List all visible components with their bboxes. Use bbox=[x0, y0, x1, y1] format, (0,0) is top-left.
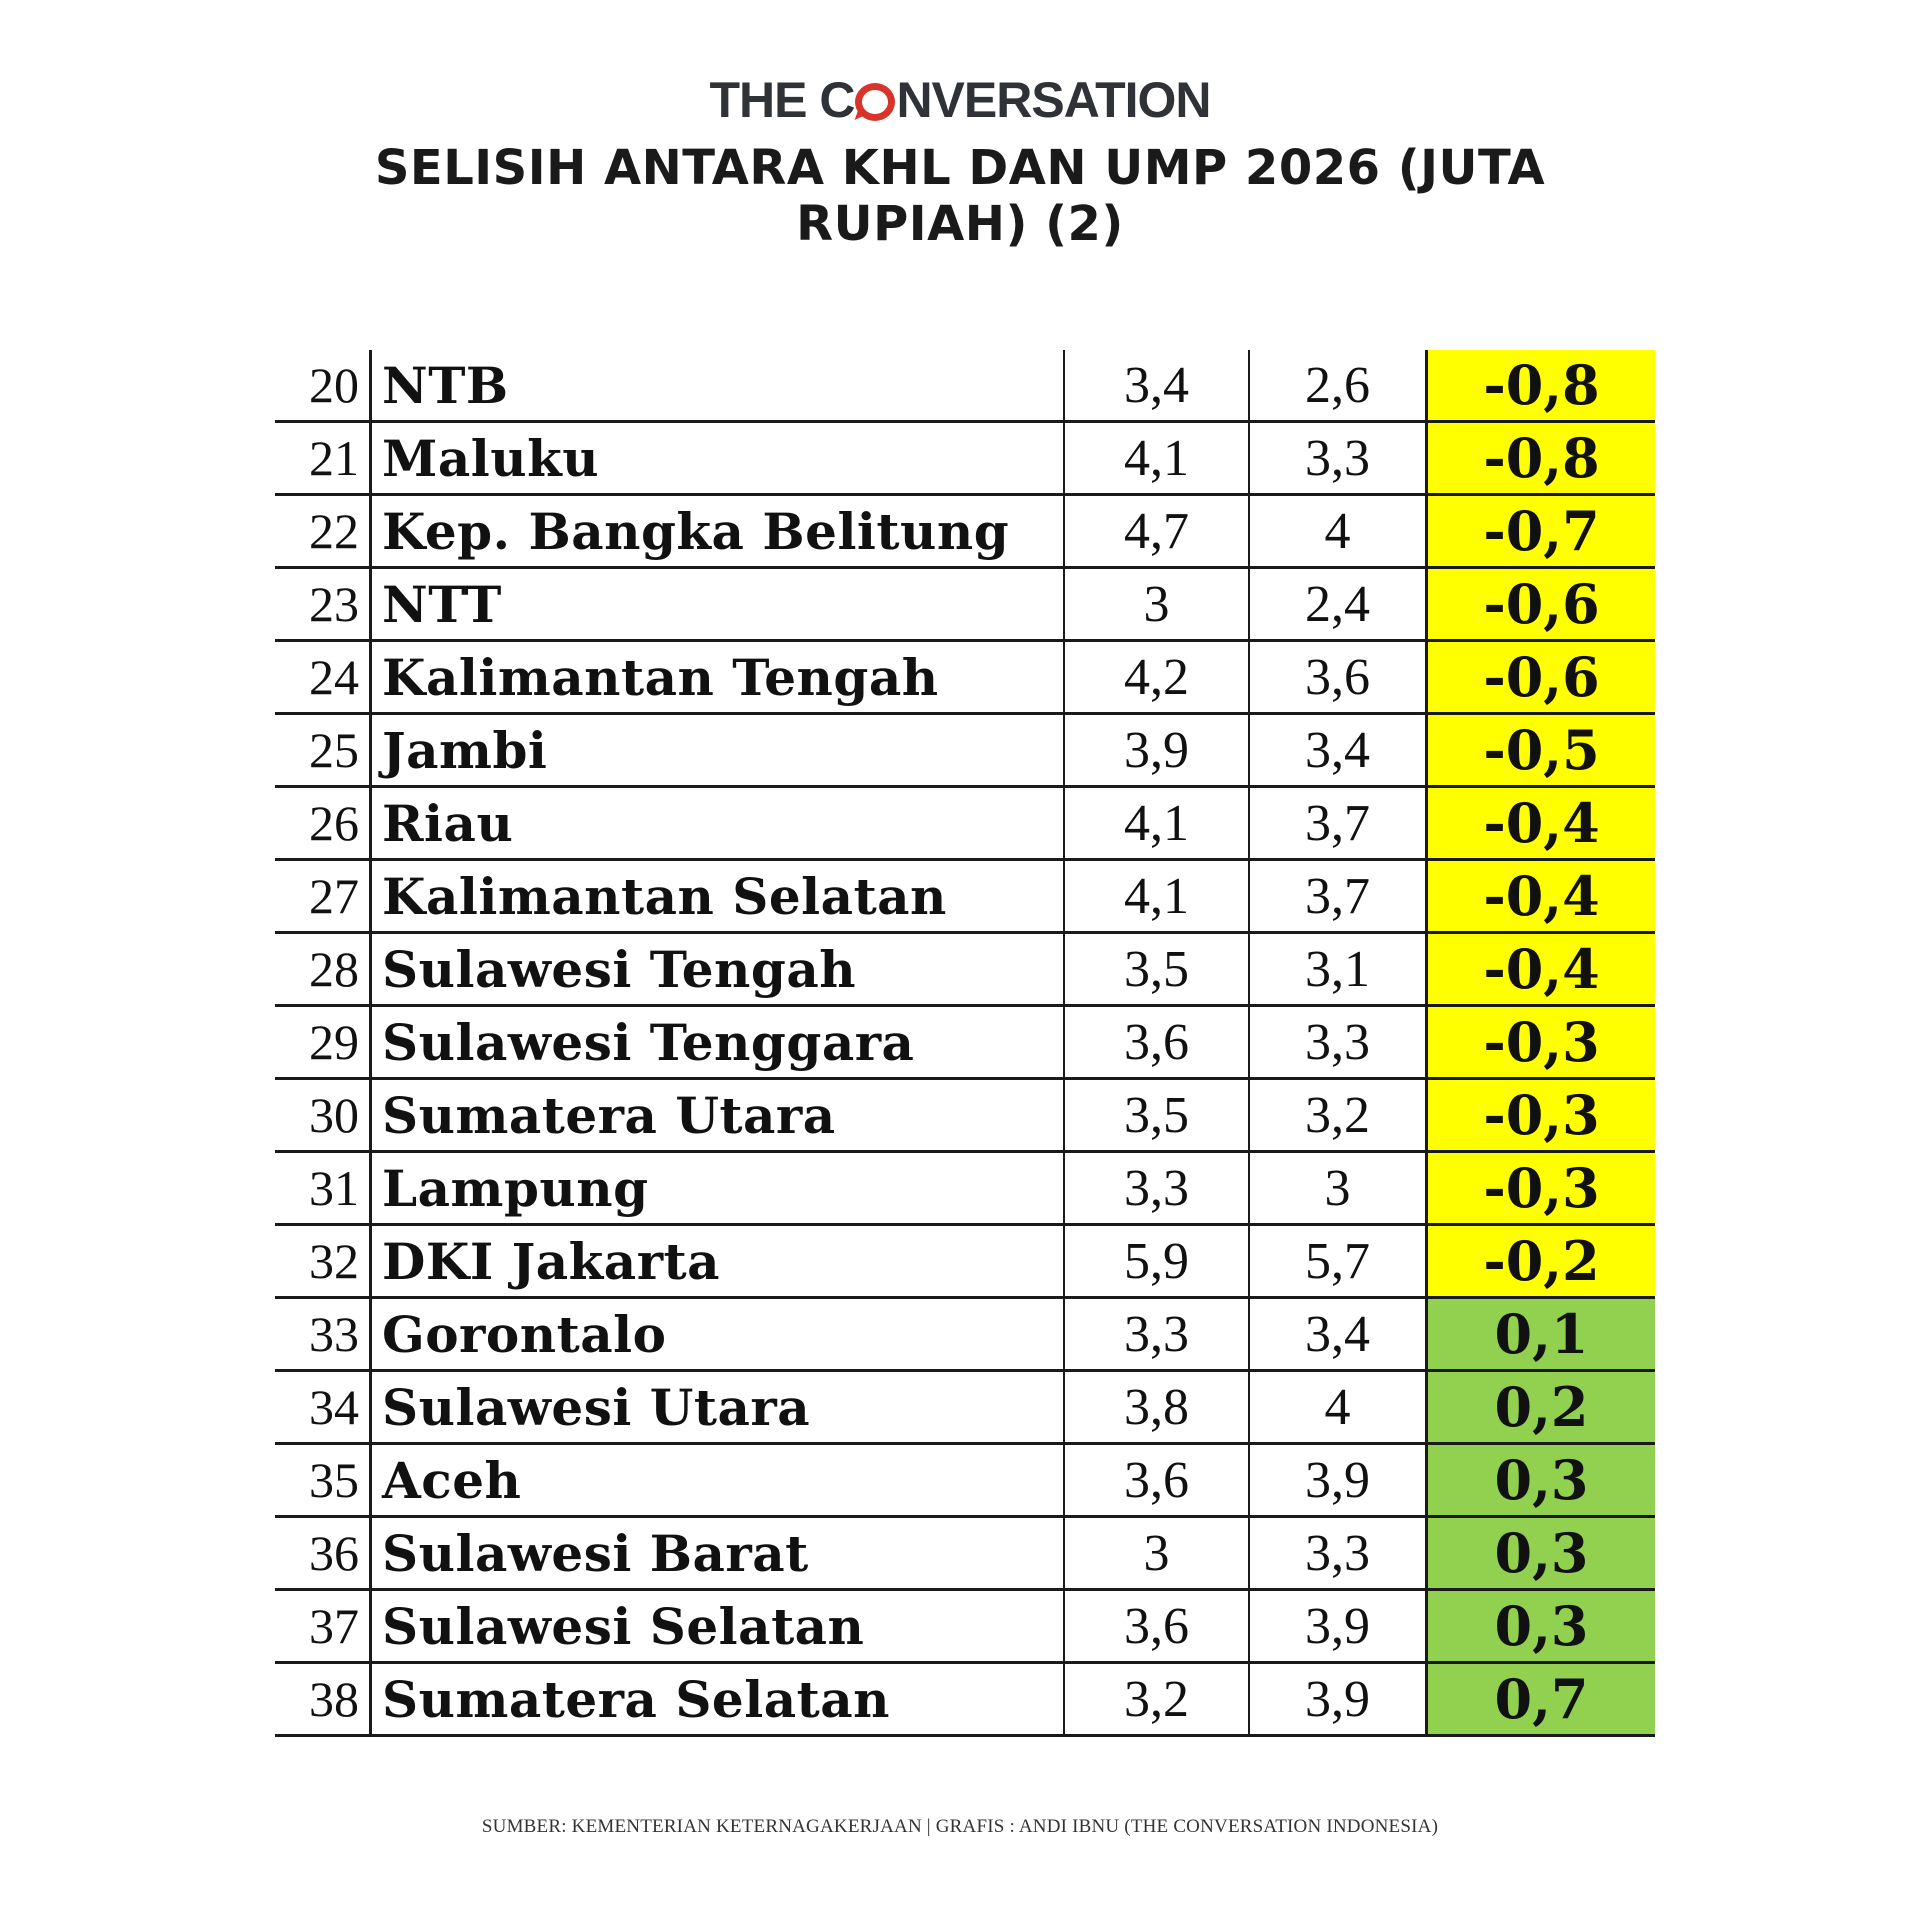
difference-value: -0,3 bbox=[1428, 1153, 1655, 1223]
row-number: 20 bbox=[275, 350, 372, 420]
province-name: Sumatera Selatan bbox=[372, 1664, 1065, 1734]
table-row bbox=[275, 642, 1655, 715]
khl-value: 4,1 bbox=[1065, 423, 1250, 493]
ump-value: 3,7 bbox=[1250, 861, 1428, 931]
logo-text-start: THE C bbox=[709, 72, 855, 128]
data-table bbox=[275, 350, 1655, 1737]
row-number: 29 bbox=[275, 1007, 372, 1077]
khl-value: 4,1 bbox=[1065, 861, 1250, 931]
row-number: 35 bbox=[275, 1445, 372, 1515]
row-number: 31 bbox=[275, 1153, 372, 1223]
table-row bbox=[275, 788, 1655, 861]
table-row bbox=[275, 496, 1655, 569]
province-name: Gorontalo bbox=[372, 1299, 1065, 1369]
row-number: 22 bbox=[275, 496, 372, 566]
difference-value: -0,3 bbox=[1428, 1007, 1655, 1077]
ump-value: 3,6 bbox=[1250, 642, 1428, 712]
difference-value: 0,7 bbox=[1428, 1664, 1655, 1734]
khl-value: 5,9 bbox=[1065, 1226, 1250, 1296]
khl-value: 3,8 bbox=[1065, 1372, 1250, 1442]
table-row bbox=[275, 1226, 1655, 1299]
ump-value: 3,3 bbox=[1250, 1007, 1428, 1077]
difference-value: -0,4 bbox=[1428, 788, 1655, 858]
province-name: NTB bbox=[372, 350, 1065, 420]
difference-value: 0,3 bbox=[1428, 1445, 1655, 1515]
the-conversation-logo bbox=[0, 72, 1920, 128]
row-number: 33 bbox=[275, 1299, 372, 1369]
khl-value: 3 bbox=[1065, 569, 1250, 639]
khl-value: 4,2 bbox=[1065, 642, 1250, 712]
page-title: SELISIH ANTARA KHL DAN UMP 2026 (JUTA RUPIAH) (2) bbox=[374, 140, 1546, 252]
table-row bbox=[275, 934, 1655, 1007]
province-name: Aceh bbox=[372, 1445, 1065, 1515]
row-number: 21 bbox=[275, 423, 372, 493]
province-name: Sulawesi Tengah bbox=[372, 934, 1065, 1004]
row-number: 30 bbox=[275, 1080, 372, 1150]
khl-value: 3,6 bbox=[1065, 1445, 1250, 1515]
province-name: Maluku bbox=[372, 423, 1065, 493]
row-number: 24 bbox=[275, 642, 372, 712]
khl-value: 3,4 bbox=[1065, 350, 1250, 420]
row-number: 36 bbox=[275, 1518, 372, 1588]
ump-value: 4 bbox=[1250, 1372, 1428, 1442]
province-name: Sulawesi Barat bbox=[372, 1518, 1065, 1588]
province-name: NTT bbox=[372, 569, 1065, 639]
difference-value: -0,6 bbox=[1428, 642, 1655, 712]
khl-value: 3,5 bbox=[1065, 934, 1250, 1004]
difference-value: -0,4 bbox=[1428, 861, 1655, 931]
ump-value: 3,3 bbox=[1250, 1518, 1428, 1588]
table-row bbox=[275, 1372, 1655, 1445]
province-name: Kalimantan Tengah bbox=[372, 642, 1065, 712]
province-name: Jambi bbox=[372, 715, 1065, 785]
difference-value: 0,1 bbox=[1428, 1299, 1655, 1369]
table-row bbox=[275, 1518, 1655, 1591]
khl-value: 3,5 bbox=[1065, 1080, 1250, 1150]
province-name: Kep. Bangka Belitung bbox=[372, 496, 1065, 566]
table-row bbox=[275, 715, 1655, 788]
table-row bbox=[275, 1153, 1655, 1226]
khl-value: 4,1 bbox=[1065, 788, 1250, 858]
ump-value: 3,9 bbox=[1250, 1591, 1428, 1661]
province-name: Kalimantan Selatan bbox=[372, 861, 1065, 931]
logo-text-end: NVERSATION bbox=[896, 72, 1211, 128]
khl-value: 3,6 bbox=[1065, 1007, 1250, 1077]
ump-value: 2,4 bbox=[1250, 569, 1428, 639]
difference-value: -0,4 bbox=[1428, 934, 1655, 1004]
row-number: 28 bbox=[275, 934, 372, 1004]
ump-value: 3,7 bbox=[1250, 788, 1428, 858]
ump-value: 3,9 bbox=[1250, 1664, 1428, 1734]
ump-value: 3,2 bbox=[1250, 1080, 1428, 1150]
difference-value: -0,6 bbox=[1428, 569, 1655, 639]
ump-value: 3,4 bbox=[1250, 715, 1428, 785]
ump-value: 3,3 bbox=[1250, 423, 1428, 493]
ump-value: 5,7 bbox=[1250, 1226, 1428, 1296]
difference-value: -0,2 bbox=[1428, 1226, 1655, 1296]
ump-value: 2,6 bbox=[1250, 350, 1428, 420]
khl-value: 3,6 bbox=[1065, 1591, 1250, 1661]
table-row bbox=[275, 1299, 1655, 1372]
table-row bbox=[275, 1664, 1655, 1737]
table-row bbox=[275, 1591, 1655, 1664]
table-row bbox=[275, 350, 1655, 423]
province-name: Sumatera Utara bbox=[372, 1080, 1065, 1150]
row-number: 27 bbox=[275, 861, 372, 931]
row-number: 23 bbox=[275, 569, 372, 639]
province-name: DKI Jakarta bbox=[372, 1226, 1065, 1296]
row-number: 38 bbox=[275, 1664, 372, 1734]
row-number: 25 bbox=[275, 715, 372, 785]
speech-bubble-o-icon bbox=[855, 83, 895, 121]
khl-value: 3,3 bbox=[1065, 1299, 1250, 1369]
khl-value: 3,2 bbox=[1065, 1664, 1250, 1734]
difference-value: 0,3 bbox=[1428, 1591, 1655, 1661]
row-number: 34 bbox=[275, 1372, 372, 1442]
difference-value: -0,8 bbox=[1428, 423, 1655, 493]
table-row bbox=[275, 423, 1655, 496]
difference-value: -0,7 bbox=[1428, 496, 1655, 566]
province-name: Riau bbox=[372, 788, 1065, 858]
row-number: 32 bbox=[275, 1226, 372, 1296]
source-credit: SUMBER: KEMENTERIAN KETERNAGAKERJAAN | GRAFIS : ANDI IBNU (THE CONVERSATION INDONESIA) bbox=[481, 1816, 1439, 1837]
table-row bbox=[275, 1445, 1655, 1518]
province-name: Sulawesi Utara bbox=[372, 1372, 1065, 1442]
difference-value: -0,3 bbox=[1428, 1080, 1655, 1150]
difference-value: -0,8 bbox=[1428, 350, 1655, 420]
province-name: Sulawesi Selatan bbox=[372, 1591, 1065, 1661]
row-number: 37 bbox=[275, 1591, 372, 1661]
table-row bbox=[275, 569, 1655, 642]
table-row bbox=[275, 1007, 1655, 1080]
ump-value: 3,4 bbox=[1250, 1299, 1428, 1369]
khl-value: 3,9 bbox=[1065, 715, 1250, 785]
row-number: 26 bbox=[275, 788, 372, 858]
ump-value: 4 bbox=[1250, 496, 1428, 566]
khl-value: 3,3 bbox=[1065, 1153, 1250, 1223]
ump-value: 3,9 bbox=[1250, 1445, 1428, 1515]
province-name: Lampung bbox=[372, 1153, 1065, 1223]
difference-value: 0,2 bbox=[1428, 1372, 1655, 1442]
difference-value: 0,3 bbox=[1428, 1518, 1655, 1588]
khl-value: 4,7 bbox=[1065, 496, 1250, 566]
province-name: Sulawesi Tenggara bbox=[372, 1007, 1065, 1077]
ump-value: 3,1 bbox=[1250, 934, 1428, 1004]
table-row bbox=[275, 1080, 1655, 1153]
difference-value: -0,5 bbox=[1428, 715, 1655, 785]
table-row bbox=[275, 861, 1655, 934]
ump-value: 3 bbox=[1250, 1153, 1428, 1223]
khl-value: 3 bbox=[1065, 1518, 1250, 1588]
